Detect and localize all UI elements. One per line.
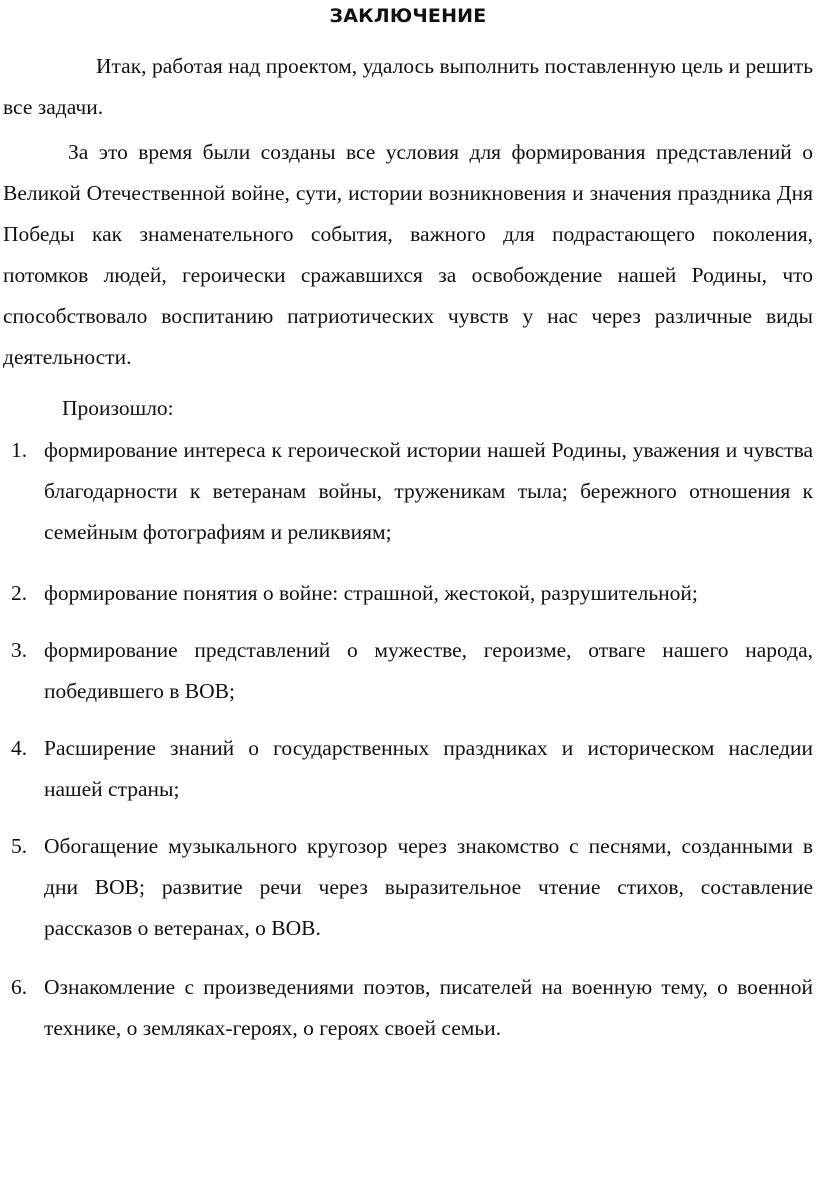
list-item-number: 6. [11, 975, 28, 999]
list-item-text: Ознакомление с произведениями поэтов, писателей на военную тему, о военной технике, о земляках-героях, о героях своей семьи. [44, 975, 813, 1040]
list-item-number: 5. [11, 834, 28, 858]
list-item-number: 3. [11, 638, 28, 662]
list-item-number: 2. [11, 581, 28, 605]
list-item-text: формирование понятия о войне: страшной, жестокой, разрушительной; [44, 581, 698, 605]
intro-paragraph: Итак, работая над проектом, удалось выполнить поставленную цель и решить все задачи. [3, 54, 813, 119]
list-item-text: Обогащение музыкального кругозор через знакомство с песнями, созданными в дни ВОВ; развитие речи через выразительное чтение стихов, составление рассказов о ветеранах, о ВОВ. [44, 834, 813, 940]
list-item-number: 1. [11, 438, 28, 462]
list-item-text: формирование интереса к героической истории нашей Родины, уважения и чувства благодарности к ветеранам войны, труженикам тыла; бережного отношения к семейным фотографиям и реликвиям; [44, 438, 813, 544]
list-item-number: 4. [11, 736, 28, 760]
page-title: ЗАКЛЮЧЕНИЕ [329, 5, 487, 27]
list-item-text: формирование представлений о мужестве, героизме, отваге нашего народа, победившего в ВОВ; [44, 638, 813, 703]
results-heading: Произошло: [62, 396, 174, 420]
conditions-paragraph: За это время были созданы все условия для формирования представлений о Великой Отечественной войне, сути, истории возникновения и значения праздника Дня Победы как знаменательного события, важного для подрастающего поколения, потомков людей, героически сражавшихся за освобождение нашей Родины, что способствовало воспитанию патриотических чувств у нас через различные виды деятельности. [3, 140, 813, 369]
list-item-text: Расширение знаний о государственных праздниках и историческом наследии нашей страны; [44, 736, 813, 801]
